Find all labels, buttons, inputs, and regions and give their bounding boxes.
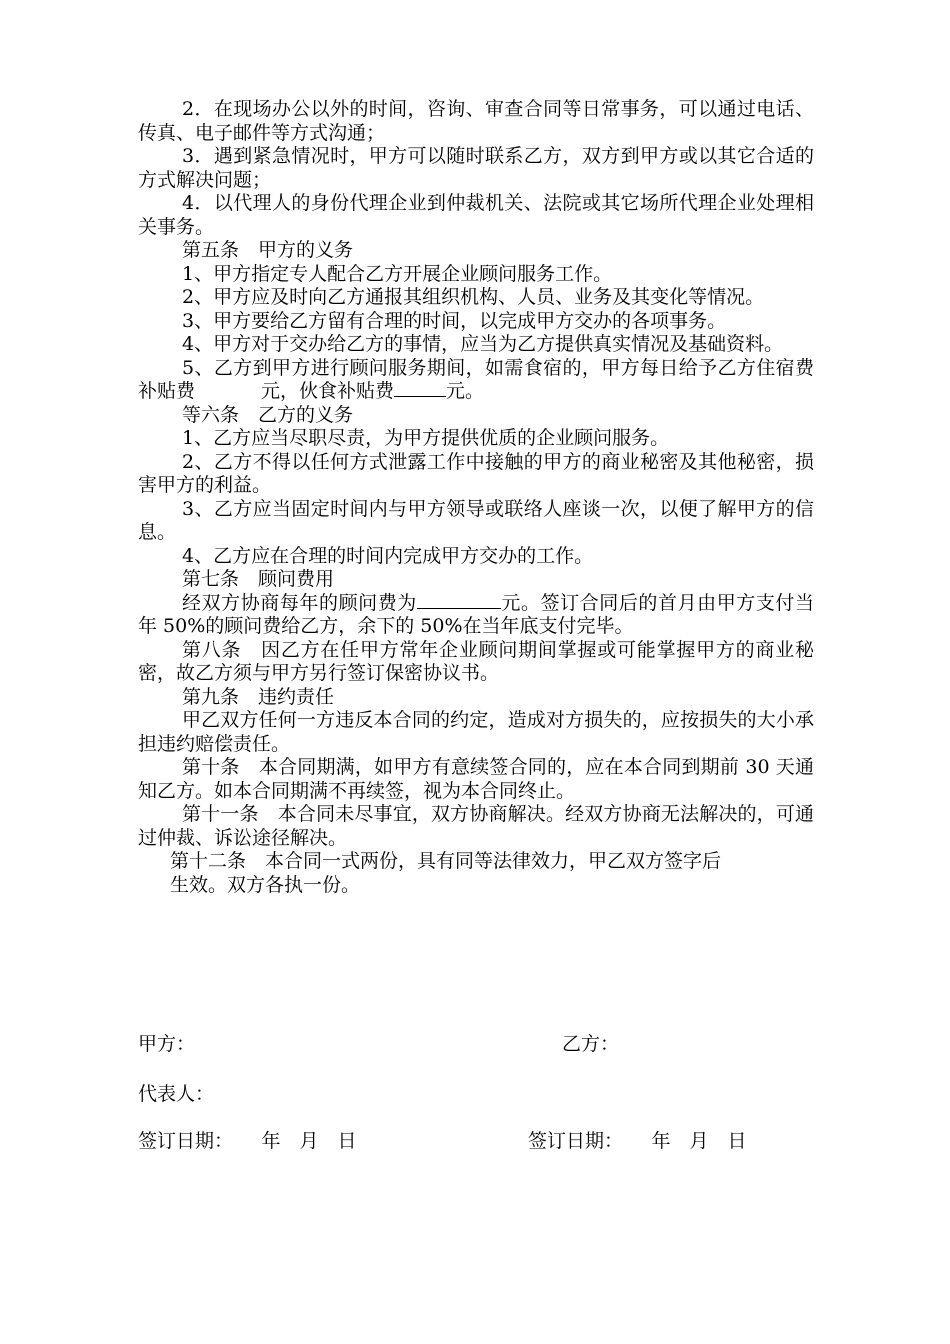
article-12-line-1: 第十二条 本合同一式两份，具有同等法律效力，甲乙双方签字后 <box>170 850 722 872</box>
fee-text-2: 元。签订合同后的首月由甲方支付当年 50%的顾问费给乙方，余下的 50%在当年底支付完毕。 <box>138 591 814 637</box>
article-9-body: 甲乙双方任何一方违反本合同的约定，造成对方损失的，应按损失的大小承担违约赔偿责任。 <box>138 709 814 755</box>
signing-date-b: 签订日期： 年 月 日 <box>528 1130 747 1152</box>
article-6-heading: 等六条 乙方的义务 <box>182 403 354 426</box>
article-5-item-2: 2、甲方应及时向乙方通报其组织机构、人员、业务及其变化等情况。 <box>182 286 765 308</box>
clause-3: 3．遇到紧急情况时，甲方可以随时联系乙方，双方到甲方或以其它合适的方式解决问题； <box>138 145 814 191</box>
article-5-item-4: 4、甲方对于交办给乙方的事情，应当为乙方提供真实情况及基础资料。 <box>182 333 784 355</box>
allowance-text-3: 元。 <box>446 380 485 402</box>
article-6-item-1: 1、乙方应当尽职尽责，为甲方提供优质的企业顾问服务。 <box>182 427 670 449</box>
article-11: 第十一条 本合同未尽事宜，双方协商解决。经双方协商无法解决的，可通过仲裁、诉讼途径解决。 <box>138 803 814 849</box>
annual-fee-field[interactable] <box>417 592 501 609</box>
article-5-item-5 <box>138 357 814 404</box>
article-5-item-3: 3、甲方要给乙方留有合理的时间，以完成甲方交办的各项事务。 <box>182 309 727 332</box>
fee-text-1: 经双方协商每年的顾问费为 <box>182 591 417 614</box>
signing-date-a: 签订日期： 年 月 日 <box>138 1130 357 1152</box>
article-7-body <box>138 592 814 639</box>
party-b-label: 乙方： <box>562 1033 620 1055</box>
clause-2: 2．在现场办公以外的时间，咨询、审查合同等日常事务，可以通过电话、传真、电子邮件等方式沟通； <box>138 98 814 144</box>
contract-body <box>138 98 814 897</box>
allowance-text-2: 元，伙食补贴费 <box>261 380 395 402</box>
article-9-heading: 第九条 违约责任 <box>182 685 335 708</box>
representative-label: 代表人： <box>138 1083 215 1105</box>
allowance-text-1: 5、乙方到甲方进行顾问服务期间，如需食宿的，甲方每日给予乙方住宿费补贴费 <box>138 356 814 402</box>
article-7-heading: 第七条 顾问费用 <box>182 568 335 590</box>
article-6-item-4: 4、乙方应在合理的时间内完成甲方交办的工作。 <box>182 544 594 567</box>
article-12-line-2: 生效。双方各执一份。 <box>170 873 361 896</box>
article-6-item-3: 3、乙方应当固定时间内与甲方领导或联络人座谈一次，以便了解甲方的信息。 <box>138 497 814 543</box>
article-8: 第八条 因乙方在任甲方常年企业顾问期间掌握或可能掌握甲方的商业秘密，故乙方须与甲方另行签订保密协议书。 <box>138 638 814 684</box>
article-5-item-1: 1、甲方指定专人配合乙方开展企业顾问服务工作。 <box>182 262 613 285</box>
article-6-item-2: 2、乙方不得以任何方式泄露工作中接触的甲方的商业秘密及其他秘密，损害甲方的利益。 <box>138 450 814 496</box>
meal-allowance-field[interactable] <box>394 380 446 397</box>
party-a-label: 甲方： <box>138 1033 196 1055</box>
clause-4: 4．以代理人的身份代理企业到仲裁机关、法院或其它场所代理企业处理相关事务。 <box>138 192 814 238</box>
lodging-allowance-field[interactable] <box>195 381 261 397</box>
article-5-heading: 第五条 甲方的义务 <box>182 239 354 261</box>
article-10: 第十条 本合同期满，如甲方有意续签合同的，应在本合同到期前 30 天通知乙方。如本合同期满不再续签，视为本合同终止。 <box>138 756 814 802</box>
